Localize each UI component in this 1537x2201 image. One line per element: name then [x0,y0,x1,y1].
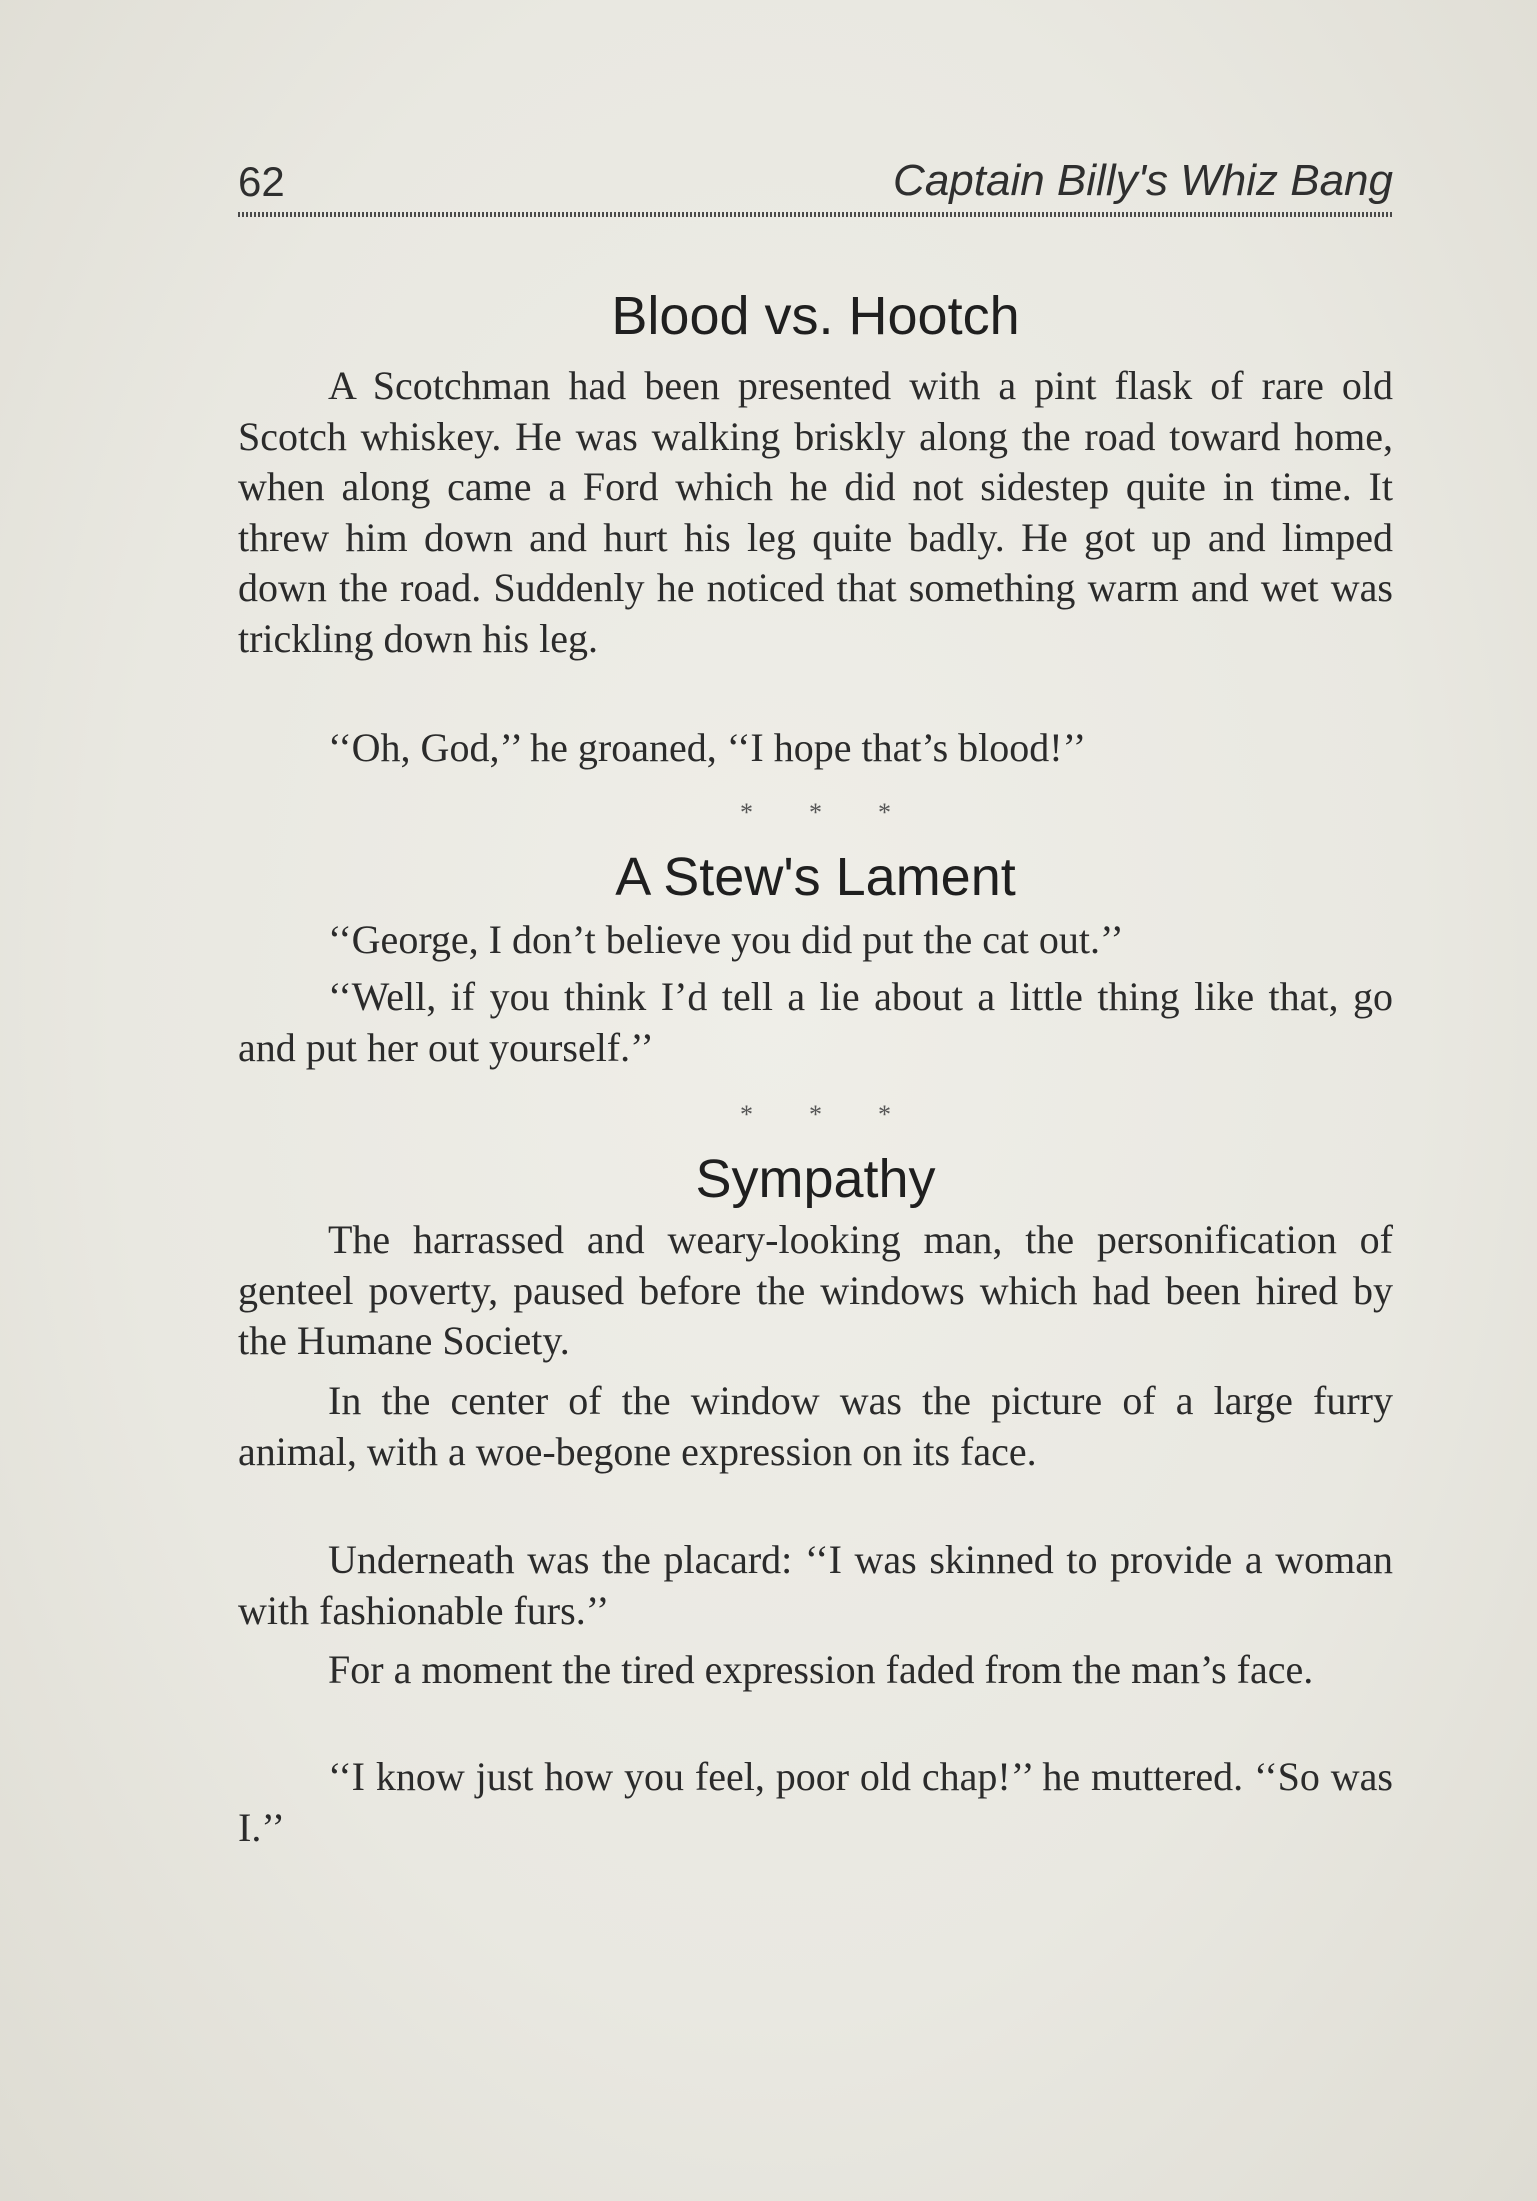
section-separator [238,798,1393,828]
paragraph: In the center of the window was the picture of a large furry animal, with a woe-begone expression on its face. [238,1378,1393,1474]
paragraph: Underneath was the placard: ‘‘I was skinned to provide a woman with fashionable furs.’’ [238,1537,1393,1633]
running-title: Captain Billy's Whiz Bang [893,156,1393,205]
paragraph: ‘‘I know just how you feel, poor old chap!’’ he muttered. ‘‘So was I.’’ [238,1754,1393,1850]
section-title-a-stews-lament: A Stew's Lament [615,847,1016,907]
separator-star: * [740,798,753,827]
paragraph: ‘‘George, I don’t believe you did put the cat out.’’ [328,917,1124,962]
page-number: 62 [238,158,285,205]
paragraph: A Scotchman had been presented with a pint flask of rare old Scotch whiskey. He was walking briskly along the road toward home, when along came a Ford which he did not sidestep quite in time. It threw him down and hurt his leg quite badly. He got up and limped down the road. Suddenly he noticed that something warm and wet was trickling down his leg. [238,363,1393,661]
section-separator [238,1100,1393,1130]
page-header [238,150,1393,210]
section-title-sympathy: Sympathy [695,1149,936,1209]
paragraph: ‘‘Well, if you think I’d tell a lie about a little thing like that, go and put her out yourself.’’ [238,974,1393,1070]
separator-star: * [878,798,891,827]
separator-star: * [878,1100,891,1129]
paragraph: For a moment the tired expression faded from the man’s face. [328,1647,1314,1692]
separator-star: * [809,798,822,827]
paragraph: ‘‘Oh, God,’’ he groaned, ‘‘I hope that’s blood!’’ [328,725,1087,770]
separator-star: * [809,1100,822,1129]
paragraph: The harrassed and weary-looking man, the personification of genteel poverty, paused before the windows which had been hired by the Humane Society. [238,1217,1393,1363]
separator-star: * [740,1100,753,1129]
header-rule [238,212,1393,217]
section-title-blood-vs-hootch: Blood vs. Hootch [611,286,1020,346]
